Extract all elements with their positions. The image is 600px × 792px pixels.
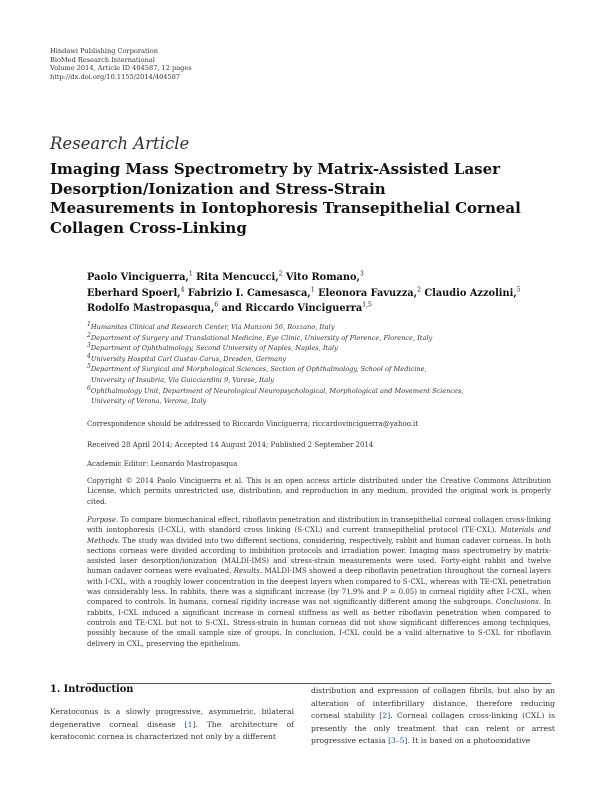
title-line: Collagen Cross-Linking bbox=[50, 218, 247, 237]
publication-header bbox=[50, 47, 192, 81]
author-affiliation-mark: 5 bbox=[516, 286, 521, 294]
article-type: Research Article bbox=[50, 134, 190, 153]
author-name: Eberhard Spoerl, bbox=[87, 287, 181, 299]
body-text: . The architecture of keratoconic cornea is characterized not only by a different bbox=[50, 719, 294, 742]
abstract-purpose: To compare biomechanical effect, riboflavin penetration and distribution in transepithelial corneal collagen cross-linking with iontophoresis (I-CXL), with standard cross linking (S-CXL) and current transepithelial protocol (TE-CXL). bbox=[87, 516, 551, 535]
body-column-right bbox=[311, 685, 555, 748]
citation-link[interactable]: [1] bbox=[184, 719, 196, 729]
author-affiliation-mark: 2 bbox=[278, 270, 283, 278]
author-name: Claudio Azzolini, bbox=[420, 287, 517, 299]
affiliation-number: 5 bbox=[87, 363, 91, 371]
affiliation-item bbox=[87, 343, 557, 354]
journal-name: BioMed Research International bbox=[50, 55, 155, 64]
author-line bbox=[87, 270, 557, 286]
affiliation-list bbox=[87, 322, 557, 407]
author-list bbox=[87, 270, 557, 317]
doi-link[interactable]: http://dx.doi.org/10.1155/2014/404587 bbox=[50, 72, 181, 81]
volume-info: Volume 2014, Article ID 404587, 12 pages bbox=[50, 64, 192, 73]
section-divider bbox=[87, 683, 551, 684]
author-affiliation-mark: 2 bbox=[417, 286, 421, 294]
affiliation-text: Department of Ophthalmology, Second University of Naples, Naples, Italy bbox=[90, 344, 338, 353]
affiliation-item bbox=[87, 364, 557, 385]
affiliation-number: 2 bbox=[87, 331, 91, 339]
author-name: Paolo Vinciguerra, bbox=[87, 272, 189, 283]
affiliation-text-continued: University of Verona, Verona, Italy bbox=[91, 397, 207, 406]
publisher-name: Hindawi Publishing Corporation bbox=[50, 47, 158, 55]
author-affiliation-mark: 4 bbox=[180, 286, 185, 294]
affiliation-number: 3 bbox=[87, 342, 91, 349]
author-line bbox=[87, 301, 557, 317]
affiliation-item bbox=[87, 386, 557, 407]
abstract-results-label: Results. bbox=[233, 567, 263, 576]
affiliation-item bbox=[87, 354, 557, 365]
affiliation-text: Humanitas Clinical and Research Center, Via Manzoni 56, Rozzano, Italy bbox=[90, 323, 335, 331]
abstract-conclusions-label: Conclusions. bbox=[495, 598, 541, 607]
publication-dates: Received 28 April 2014; Accepted 14 August 2014; Published 2 September 2014 bbox=[87, 441, 374, 449]
author-line bbox=[87, 286, 557, 302]
title-line: Desorption/Ionization and Stress-Strain bbox=[50, 179, 386, 198]
author-affiliation-mark: 1,5 bbox=[362, 301, 372, 309]
affiliation-item bbox=[87, 333, 557, 344]
abstract-results: MALDI-IMS showed a deep riboflavin penetration throughout the corneal layers with I-CXL, with a roughly lower concentration in the deepest layers when compared to S-CXL, whereas with TE-CXL penetration was considerably less. In rabbits, there was a significant increase (by 71.9% and P = 0.05) in corneal rigidity after I-CXL, when compared to controls. In humans, corneal rigidity increase was not significantly different among the subgroups. bbox=[87, 567, 551, 607]
affiliation-text: University Hospital Carl Gustav Carus, Dresden, Germany bbox=[90, 354, 287, 363]
body-text: . It is based on a photooxidative bbox=[407, 736, 531, 746]
affiliation-text: Department of Surgery and Translational Medicine, Eye Clinic, University of Florence, Florence, Italy bbox=[90, 333, 433, 342]
author-affiliation-mark: 3 bbox=[359, 270, 364, 278]
abstract-methods: The study was divided into two different sections, considering, respectively, rabbit and human cadaver corneas. In both sections corneas were divided according to imbibition protocols and irradiation power. Imaging mass spectrometry by matrix-assisted laser desorption/ionization (MALDI-IMS) and stress-strain measurements were used. Forty-eight rabbit and twelve human cadaver corneas were evaluated. bbox=[87, 536, 551, 576]
academic-editor: Academic Editor: Leonardo Mastropasqua bbox=[87, 460, 238, 468]
body-text: Keratoconus is a slowly progressive, asymmetric, bilateral degenerative corneal disease bbox=[50, 707, 294, 729]
author-affiliation-mark: 1 bbox=[310, 286, 315, 294]
title-line: Imaging Mass Spectrometry by Matrix-Assisted Laser bbox=[50, 160, 501, 178]
citation-link[interactable]: [3–5] bbox=[388, 736, 408, 746]
body-column-left bbox=[50, 706, 294, 744]
affiliation-text: Ophthalmology Unit, Department of Neurological Neuropsychological, Morphological and Movement Sciences, bbox=[90, 386, 464, 395]
body-text: . Corneal collagen cross-linking (CXL) is presently the only treatment that can relent or arrest progressive ectasia bbox=[311, 711, 555, 746]
abstract-methods-label: Materials and Methods. bbox=[87, 526, 551, 545]
correspondence: Correspondence should be addressed to Riccardo Vinciguerra; riccardovinciguerra@yahoo.it bbox=[87, 420, 419, 428]
title-line: Measurements in Iontophoresis Transepithelial Corneal bbox=[50, 199, 521, 218]
author-affiliation-mark: 1 bbox=[188, 270, 193, 278]
paper-title bbox=[50, 160, 570, 238]
affiliation-number: 1 bbox=[87, 320, 91, 328]
author-name: Eleonora Favuzza, bbox=[314, 287, 418, 299]
author-name: Fabrizio I. Camesasca, bbox=[184, 287, 311, 299]
section-heading: 1. Introduction bbox=[50, 684, 134, 695]
abstract bbox=[87, 515, 551, 649]
affiliation-text-continued: University of Insubria, Via Guicciardini 9, Varese, Italy bbox=[91, 375, 275, 384]
affiliation-text: Department of Surgical and Morphological Sciences, Section of Ophthalmology, School of Medicine, bbox=[90, 365, 427, 374]
author-name: Vito Romano, bbox=[282, 272, 360, 283]
abstract-purpose-label: Purpose. bbox=[87, 516, 119, 524]
affiliation-item bbox=[87, 322, 557, 333]
author-name: Rita Mencucci, bbox=[192, 272, 279, 283]
affiliation-number: 6 bbox=[87, 384, 91, 392]
body-text: distribution and expression of collagen fibrils, but also by an alteration of interfibrillary distance, therefore reducing corneal stability bbox=[311, 686, 555, 721]
author-name: Rodolfo Mastropasqua, bbox=[87, 303, 215, 315]
author-name: and Riccardo Vinciguerra bbox=[218, 303, 363, 315]
author-affiliation-mark: 6 bbox=[214, 301, 219, 309]
abstract-conclusions: In rabbits, I-CXL induced a significant increase in corneal stiffness as well as better riboflavin penetration when compared to controls and TE-CXL but not to S-CXL. Stress-strain in human corneas did not show significant differences among techniques, possibly because of the small sample size of groups. In conclusion, I-CXL could be a valid alternative to S-CXL for riboflavin delivery in CXL, preserving the epithelium. bbox=[87, 598, 551, 648]
affiliation-number: 4 bbox=[87, 352, 91, 360]
citation-link[interactable]: [2] bbox=[379, 711, 391, 721]
copyright-notice: Copyright © 2014 Paolo Vinciguerra et al. This is an open access article distributed under the Creative Commons Attribution License, which permits unrestricted use, distribution, and reproduction in any medium, provided the original work is properly cited. bbox=[87, 477, 551, 506]
